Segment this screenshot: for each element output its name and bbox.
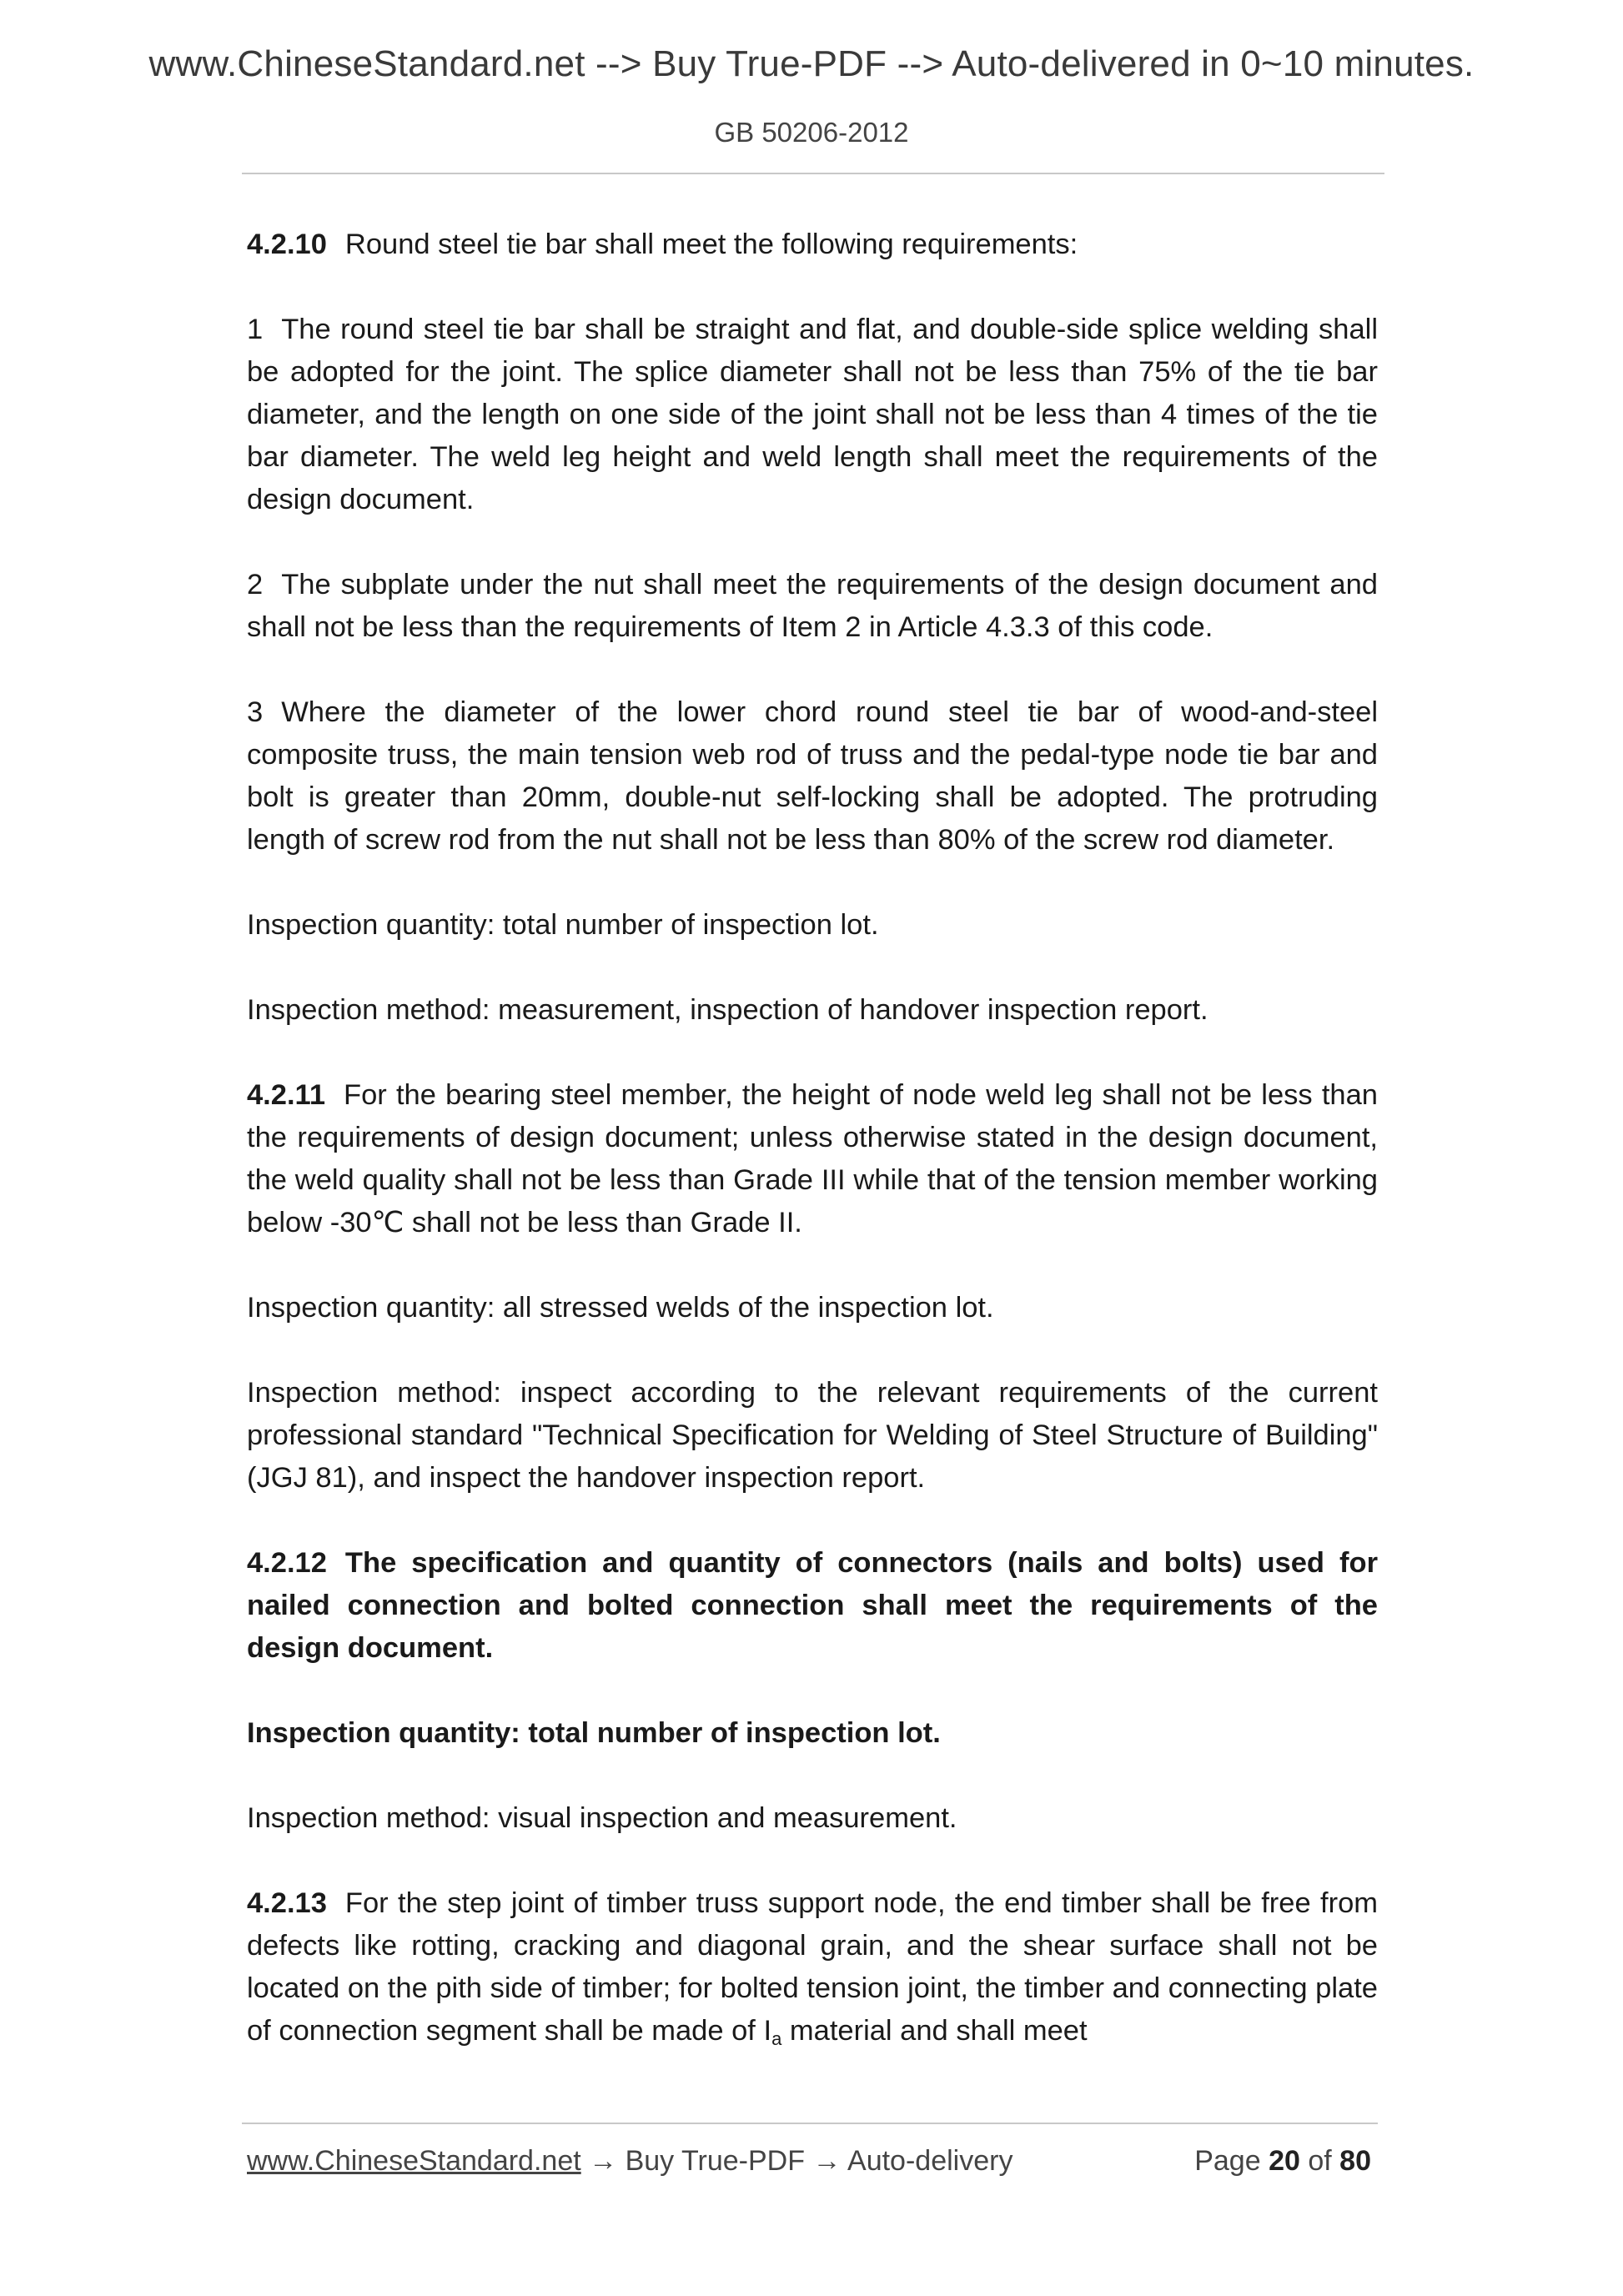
clause-number: 4.2.10 [247, 229, 327, 260]
document-code: GB 50206-2012 [714, 117, 909, 148]
clause-text: For the bearing steel member, the height of node weld leg shall not be less than the requirements of design document; unless otherwise stated in the design document, the weld quality shall not be less than Grade III while that of the tension member working below -30℃ shall not be less than Grade II. [247, 1079, 1378, 1238]
clause-text: The specification and quantity of connectors (nails and bolts) used for nailed connection and bolted connection shall meet the requirements of the design document. [247, 1547, 1378, 1664]
footer-divider [242, 2123, 1378, 2124]
item-number: 3 [247, 696, 264, 728]
item-text: The subplate under the nut shall meet the requirements of the design document and shall not be less than the requirements of Item 2 in Article 4.3.3 of this code. [247, 569, 1378, 643]
current-page: 20 [1269, 2145, 1300, 2177]
page-label: Page [1194, 2145, 1261, 2177]
item-1 [247, 309, 1378, 521]
inspection-method: Inspection method: inspect according to the relevant requirements of the current professional standard "Technical Specification for Welding of Steel Structure of Building" (JGJ 81), and inspect the handover inspection report. [247, 1377, 1378, 1494]
clause-4-2-10 [247, 224, 1378, 266]
clause-text: For the step joint of timber truss support node, the end timber shall be free from defects like rotting, cracking and diagonal grain, and the shear surface shall not be located on the pith side of timber; for bolted tension joint, the timber and connecting plate of connection segment shall be made of I [247, 1887, 1378, 2047]
delivery-label: Auto-delivery [847, 2145, 1013, 2177]
header-divider [242, 173, 1384, 174]
item-number: 1 [247, 314, 264, 345]
subscript: a [771, 2028, 782, 2049]
website-link[interactable]: www.ChineseStandard.net [247, 2145, 581, 2177]
clause-number: 4.2.13 [247, 1887, 327, 1919]
total-pages: 80 [1339, 2145, 1371, 2177]
item-3 [247, 691, 1378, 862]
inspection-quantity: Inspection quantity: all stressed welds of the inspection lot. [247, 1292, 994, 1324]
inspection-quantity: Inspection quantity: total number of inspection lot. [247, 1717, 941, 1749]
document-body [247, 224, 1378, 2103]
inspection-method: Inspection method: measurement, inspection of handover inspection report. [247, 994, 1208, 1026]
footer-links [247, 2145, 1012, 2178]
of-label: of [1308, 2145, 1332, 2177]
item-text: Where the diameter of the lower chord round steel tie bar of wood-and-steel composite truss, the main tension web rod of truss and the pedal-type node tie bar and bolt is greater than 20mm, double-nut self-locking shall be adopted. The protruding length of screw rod from the nut shall not be less than 80% of the screw rod diameter. [247, 696, 1378, 856]
clause-4-2-13 [247, 1882, 1378, 2060]
page-number [1194, 2145, 1371, 2178]
item-number: 2 [247, 569, 264, 600]
arrow-right-icon: → [589, 2145, 618, 2177]
inspection-quantity: Inspection quantity: total number of inspection lot. [247, 909, 879, 941]
clause-4-2-12 [247, 1542, 1378, 1670]
clause-number: 4.2.12 [247, 1547, 327, 1579]
item-text: The round steel tie bar shall be straight and flat, and double-side splice welding shall be adopted for the joint. The splice diameter shall not be less than 75% of the tie bar diameter, and the length on one side of the joint shall not be less than 4 times of the tie bar diameter. The weld leg height and weld length shall meet the requirements of the design document. [247, 314, 1378, 515]
source-banner: www.ChineseStandard.net --> Buy True-PDF --> Auto-delivered in 0~10 minutes. [148, 43, 1475, 84]
clause-text: Round steel tie bar shall meet the following requirements: [344, 229, 1078, 260]
clause-4-2-11 [247, 1074, 1378, 1244]
inspection-method: Inspection method: visual inspection and measurement. [247, 1802, 957, 1834]
clause-number: 4.2.11 [247, 1079, 326, 1111]
buy-label: Buy True-PDF [625, 2145, 805, 2177]
item-2 [247, 564, 1378, 649]
clause-text-continued: material and shall meet [781, 2015, 1088, 2047]
arrow-right-icon: → [812, 2145, 842, 2177]
